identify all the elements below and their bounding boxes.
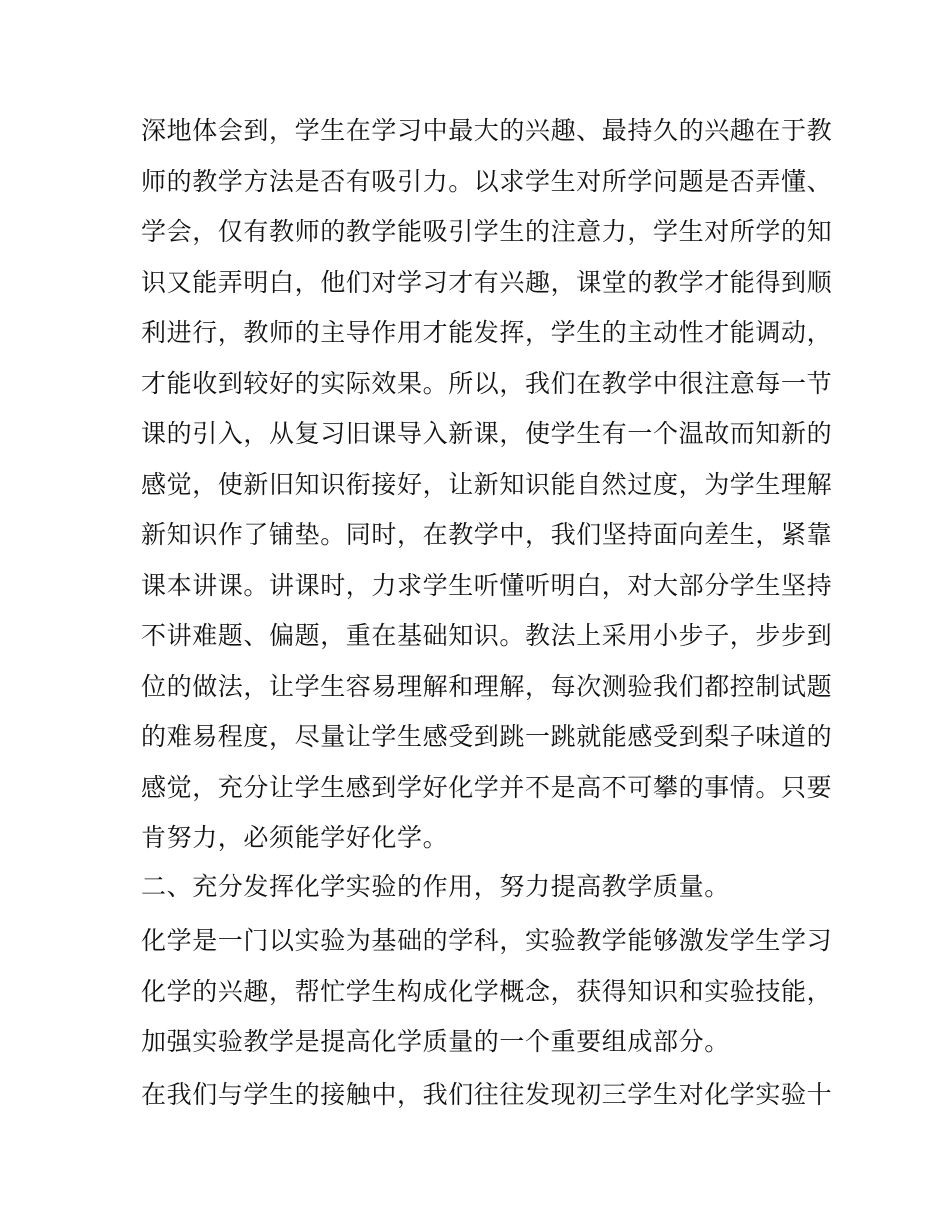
- section-heading: [141, 862, 813, 913]
- text-line: 才能收到较好的实际效果。所以，我们在教学中很注意每一节: [141, 368, 833, 398]
- text-line: 学会，仅有教师的教学能吸引学生的注意力，学生对所学的知: [141, 217, 833, 246]
- text-line: 识又能弄明白，他们对学习才有兴趣，课堂的教学才能得到顺: [141, 267, 833, 297]
- text-line: 不讲难题、偏题，重在基础知识。教法上采用小步子，步步到: [141, 621, 833, 650]
- text-line: 肯努力，必须能学好化学。: [141, 823, 449, 852]
- text-line: 深地体会到，学生在学习中最大的兴趣、最持久的兴趣在于教: [141, 116, 833, 145]
- text-line: 师的教学方法是否有吸引力。以求学生对所学问题是否弄懂、: [141, 166, 833, 196]
- text-line: 的难易程度，尽量让学生感受到跳一跳就能感受到梨子味道的: [141, 722, 833, 751]
- text-line: 课的引入，从复习旧课导入新课，使学生有一个温故而知新的: [141, 419, 833, 448]
- heading-line: 二、充分发挥化学实验的作用，努力提高教学质量。: [141, 872, 730, 901]
- text-line: 新知识作了铺垫。同时，在教学中，我们坚持面向差生，紧靠: [141, 520, 833, 549]
- text-line: 在我们与学生的接触中，我们往往发现初三学生对化学实验十: [141, 1080, 833, 1109]
- text-line: 化学是一门以实验为基础的学科，实验教学能够激发学生学习: [141, 926, 833, 955]
- body-paragraph: [141, 106, 833, 864]
- text-line: 利进行，教师的主导作用才能发挥，学生的主动性才能调动，: [141, 318, 833, 347]
- body-paragraph: [141, 1070, 833, 1121]
- text-line: 加强实验教学是提高化学质量的一个重要组成部分。: [141, 1027, 730, 1056]
- text-line: 课本讲课。讲课时，力求学生听懂听明白，对大部分学生坚持: [141, 570, 833, 600]
- text-line: 化学的兴趣，帮忙学生构成化学概念，获得知识和实验技能，: [141, 976, 833, 1006]
- body-paragraph: [141, 916, 833, 1068]
- text-line: 位的做法，让学生容易理解和理解，每次测验我们都控制试题: [141, 671, 833, 701]
- text-line: 感觉，使新旧知识衔接好，让新知识能自然过度，为学生理解: [141, 469, 833, 499]
- text-line: 感觉，充分让学生感到学好化学并不是高不可攀的事情。只要: [141, 772, 833, 802]
